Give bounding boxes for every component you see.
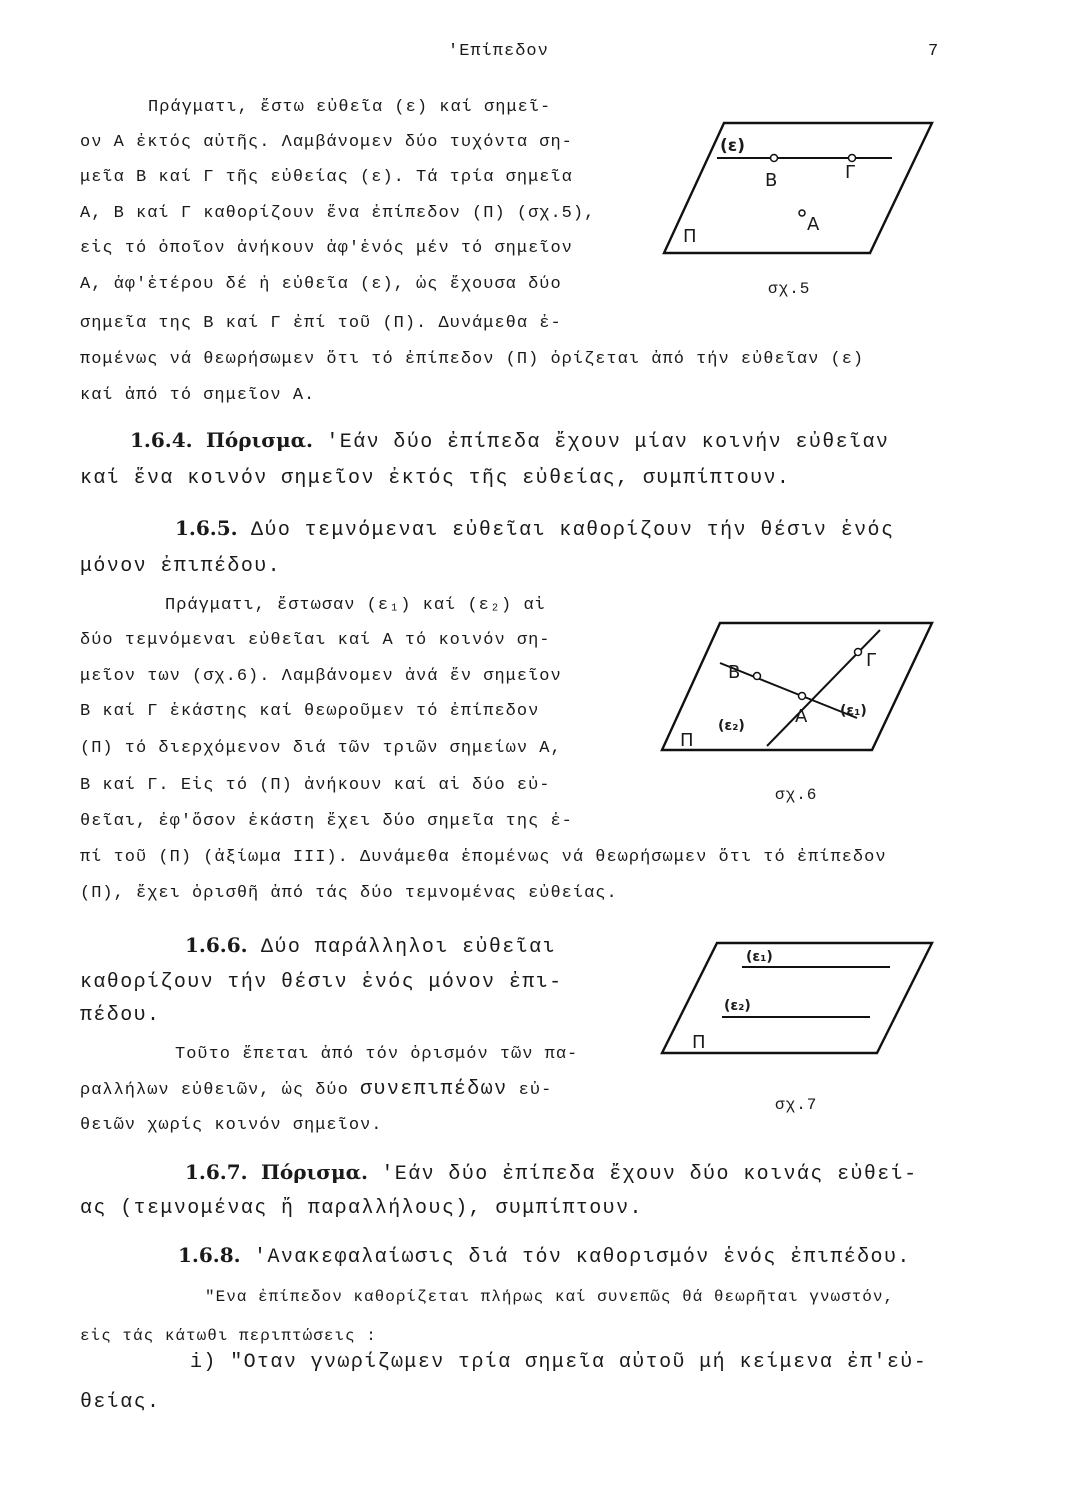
label-g: Γ bbox=[845, 162, 856, 183]
para-1-6-5-line-9: (Π), ἔχει ὁρισθῆ ἀπό τάς δύο τεμνομένας εὐθείας. bbox=[80, 884, 618, 903]
label-e1: (ε₁) bbox=[840, 703, 867, 719]
point-b bbox=[754, 673, 761, 680]
para-1-6-5-line-2: δύο τεμνόμεναι εὐθεῖαι καί Α τό κοινόν ση- bbox=[80, 631, 551, 650]
section-label: Πόρισμα. bbox=[206, 428, 313, 452]
section-text: 'Εάν δύο ἐπίπεδα ἔχουν δύο κοινάς εὐθεί- bbox=[381, 1163, 918, 1186]
point-a bbox=[799, 693, 806, 700]
intro-line-4: Α, Β καί Γ καθορίζουν ἕνα ἐπίπεδον (Π) (σχ.5), bbox=[80, 204, 596, 223]
figure-5-caption: σχ.5 bbox=[768, 280, 811, 298]
section-1-6-7-line-2: ας (τεμνομένας ἤ παραλλήλους), συμπίπτουν. bbox=[80, 1197, 643, 1220]
label-b: Β bbox=[765, 170, 778, 191]
section-label: Πόρισμα. bbox=[261, 1160, 368, 1184]
figure-7 bbox=[662, 935, 937, 1060]
plane-outline bbox=[664, 123, 932, 253]
section-text: 'Ανακεφαλαίωσις διά τόν καθορισμόν ἑνός ἐπιπέδου. bbox=[254, 1246, 911, 1269]
para-1-6-5-line-6: Β καί Γ. Εἰς τό (Π) ἀνήκουν καί αἱ δύο εὐ- bbox=[80, 776, 551, 795]
section-1-6-5-line-2: μόνον ἐπιπέδου. bbox=[80, 555, 282, 578]
section-1-6-6-line-3: πέδου. bbox=[80, 1004, 161, 1027]
figure-6 bbox=[662, 618, 937, 758]
item-i-line-2: θείας. bbox=[80, 1391, 161, 1414]
section-text: Δύο παράλληλοι εὐθεῖαι bbox=[261, 936, 556, 959]
label-pi: Π bbox=[692, 1032, 706, 1053]
page-title: 'Επίπεδον bbox=[448, 42, 549, 61]
section-1-6-6-line-2: καθορίζουν τήν θέσιν ἑνός μόνον ἐπι- bbox=[80, 971, 563, 994]
figure-7-caption: σχ.7 bbox=[775, 1096, 818, 1114]
point-g bbox=[855, 649, 862, 656]
section-number: 1.6.6. bbox=[185, 933, 248, 957]
section-1-6-4-line-1 bbox=[130, 428, 889, 455]
item-i-line-1: i) "Οταν γνωρίζωμεν τρία σημεῖα αὐτοῦ μή κείμενα ἐπ'εὐ- bbox=[190, 1351, 928, 1374]
label-pi: Π bbox=[680, 730, 694, 751]
para-1-6-5-line-5: (Π) τό διερχόμενον διά τῶν τριῶν σημείων Α, bbox=[80, 739, 562, 758]
section-number: 1.6.8. bbox=[178, 1243, 241, 1267]
intro-line-8: πομένως νά θεωρήσωμεν ὅτι τό ἐπίπεδον (Π) ὁρίζεται ἀπό τήν εὐθεῖαν (ε) bbox=[80, 350, 865, 369]
plane-outline bbox=[662, 623, 932, 750]
point-a bbox=[799, 210, 805, 216]
intro-line-2: ον Α ἐκτός αὐτῆς. Λαμβάνομεν δύο τυχόντα ση- bbox=[80, 133, 573, 152]
para-1-6-6-line-1: Τοῦτο ἕπεται ἀπό τόν ὁρισμόν τῶν πα- bbox=[175, 1045, 579, 1064]
section-1-6-7-line-1 bbox=[185, 1160, 917, 1187]
label-g: Γ bbox=[866, 650, 877, 671]
section-text: 'Εάν δύο ἐπίπεδα ἔχουν μίαν κοινήν εὐθεῖαν bbox=[326, 431, 890, 454]
text-run: εὐ- bbox=[518, 1081, 553, 1100]
figure-6-caption: σχ.6 bbox=[775, 786, 818, 804]
section-number: 1.6.5. bbox=[175, 516, 238, 540]
para-1-6-5-line-7: θεῖαι, ἐφ'ὅσον ἑκάστη ἔχει δύο σημεῖα της ἐ- bbox=[80, 812, 573, 831]
label-e2: (ε₂) bbox=[718, 718, 745, 734]
intro-line-9: καί ἀπό τό σημεῖον Α. bbox=[80, 386, 316, 405]
label-pi: Π bbox=[683, 226, 697, 247]
point-b bbox=[771, 155, 778, 162]
label-a: Α bbox=[795, 706, 808, 727]
section-number: 1.6.7. bbox=[185, 1160, 248, 1184]
para-1-6-5-line-3: μεῖον των (σχ.6). Λαμβάνομεν ἀνά ἕν σημεῖον bbox=[80, 667, 562, 686]
section-text: Δύο τεμνόμεναι εὐθεῖαι καθορίζουν τήν θέσιν ἑνός bbox=[251, 519, 895, 542]
point-g bbox=[849, 155, 856, 162]
label-b: Β bbox=[728, 662, 741, 683]
intro-line-6: Α, ἀφ'ἑτέρου δέ ἡ εὐθεῖα (ε), ὡς ἔχουσα δύο bbox=[80, 275, 562, 294]
intro-line-7: σημεῖα της Β καί Γ ἐπί τοῦ (Π). Δυνάμεθα ἐ- bbox=[80, 314, 562, 333]
para-1-6-8-line-1: "Ενα ἐπίπεδον καθορίζεται πλήρως καί συνεπῶς θά θεωρῆται γνωστόν, bbox=[205, 1288, 895, 1306]
text-run: ραλλήλων εὐθειῶν, ὡς δύο bbox=[80, 1081, 349, 1100]
para-1-6-5-line-1: Πράγματι, ἔστωσαν (ε₁) καί (ε₂) αἱ bbox=[165, 596, 546, 615]
label-e1: (ε₁) bbox=[746, 949, 773, 965]
section-1-6-8-line-1 bbox=[178, 1243, 911, 1270]
label-e2: (ε₂) bbox=[724, 998, 751, 1014]
section-1-6-4-line-2: καί ἕνα κοινόν σημεῖον ἐκτός τῆς εὐθείας, συμπίπτουν. bbox=[80, 467, 791, 490]
intro-line-5: εἰς τό ὁποῖον ἀνήκουν ἀφ'ἑνός μέν τό σημεῖον bbox=[80, 239, 573, 258]
label-a: Α bbox=[807, 214, 820, 235]
section-1-6-6-line-1 bbox=[185, 933, 556, 960]
para-1-6-5-line-8: πί τοῦ (Π) (ἀξίωμα ΙΙΙ). Δυνάμεθα ἑπομένως νά θεωρήσωμεν ὅτι τό ἐπίπεδον bbox=[80, 848, 887, 867]
section-number: 1.6.4. bbox=[130, 428, 193, 452]
figure-5 bbox=[662, 118, 937, 278]
para-1-6-6-line-2 bbox=[80, 1078, 552, 1103]
text-run-large: συνεπιπέδων bbox=[360, 1078, 508, 1101]
intro-line-3: μεῖα Β καί Γ τῆς εὐθείας (ε). Τά τρία σημεῖα bbox=[80, 168, 573, 187]
section-1-6-5-line-1 bbox=[175, 516, 894, 543]
para-1-6-5-line-4: Β καί Γ ἑκάστης καί θεωροῦμεν τό ἐπίπεδον bbox=[80, 702, 540, 721]
label-e: (ε) bbox=[720, 136, 746, 156]
intro-line-1: Πράγματι, ἔστω εὐθεῖα (ε) καί σημεῖ- bbox=[148, 98, 552, 117]
para-1-6-8-line-2: εἰς τάς κάτωθι περιπτώσεις : bbox=[80, 1327, 377, 1345]
para-1-6-6-line-3: θειῶν χωρίς κοινόν σημεῖον. bbox=[80, 1116, 383, 1135]
page-number: 7 bbox=[928, 42, 940, 61]
